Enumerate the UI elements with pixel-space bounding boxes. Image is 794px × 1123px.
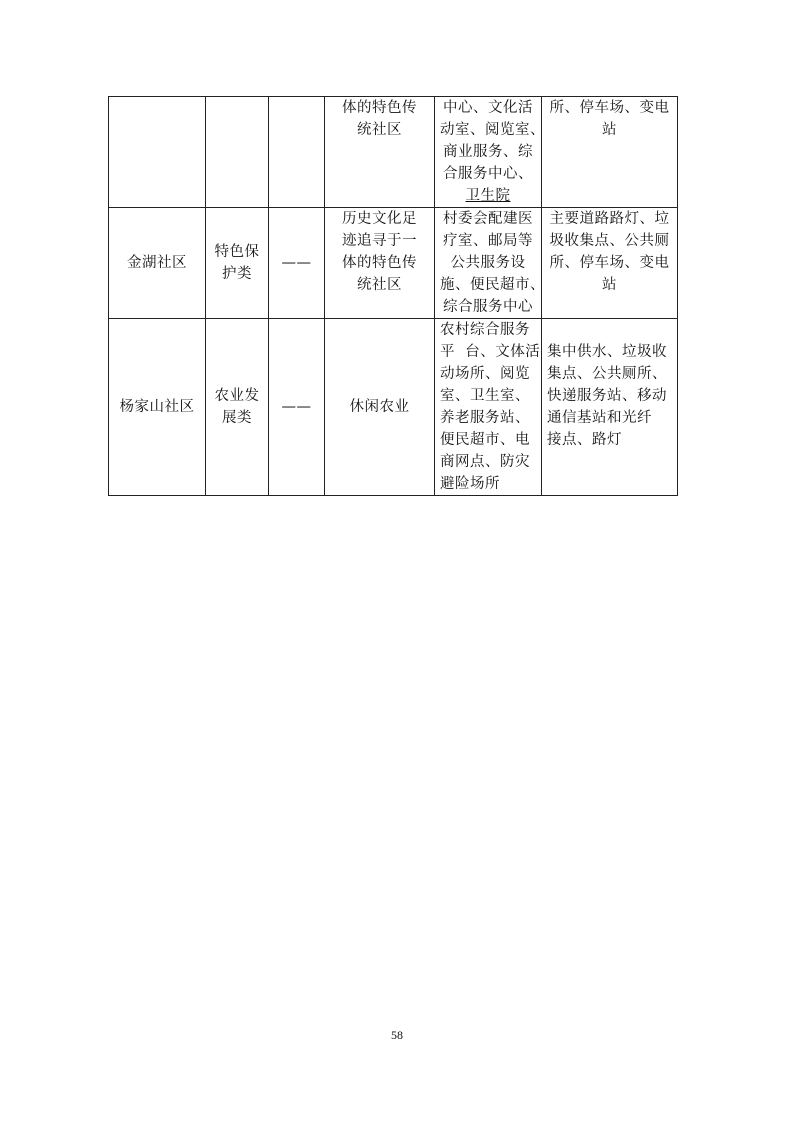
cell-infrastructure: 所、停车场、变电 站 (542, 97, 678, 208)
cell-public-facilities: 农村综合服务 平 台、文体活 动场所、阅览 室、卫生室、 养老服务站、 便民超市、电 商网点、防灾 避险场所 (435, 319, 542, 496)
cell-name: 金湖社区 (109, 208, 206, 319)
cell-public-facilities: 村委会配建医 疗室、邮局等 公共服务设 施、便民超市、 综合服务中心 (435, 208, 542, 319)
cell-dash: —— (269, 319, 325, 496)
cell-category: 农业发 展类 (206, 319, 269, 496)
cell-name: 杨家山社区 (109, 319, 206, 496)
cell-infrastructure: 集中供水、垃圾收 集点、公共厕所、 快递服务站、移动 通信基站和光纤 接点、路灯 (542, 319, 678, 496)
cell-positioning: 休闲农业 (325, 319, 435, 496)
cell-positioning: 历史文化足 迹追寻于一 体的特色传 统社区 (325, 208, 435, 319)
cell-category (206, 97, 269, 208)
cell-public-facilities: 中心、文化活 动室、阅览室、 商业服务、综 合服务中心、 卫生院 (435, 97, 542, 208)
cell-dash: —— (269, 208, 325, 319)
cell-infrastructure: 主要道路路灯、垃 圾收集点、公共厕 所、停车场、变电 站 (542, 208, 678, 319)
page-number: 58 (391, 1028, 403, 1042)
cell-dash (269, 97, 325, 208)
cell-category: 特色保 护类 (206, 208, 269, 319)
cell-positioning: 体的特色传 统社区 (325, 97, 435, 208)
community-planning-table (108, 96, 678, 496)
table-row (109, 97, 678, 208)
table-row (109, 208, 678, 319)
table-row (109, 319, 678, 496)
cell-name (109, 97, 206, 208)
